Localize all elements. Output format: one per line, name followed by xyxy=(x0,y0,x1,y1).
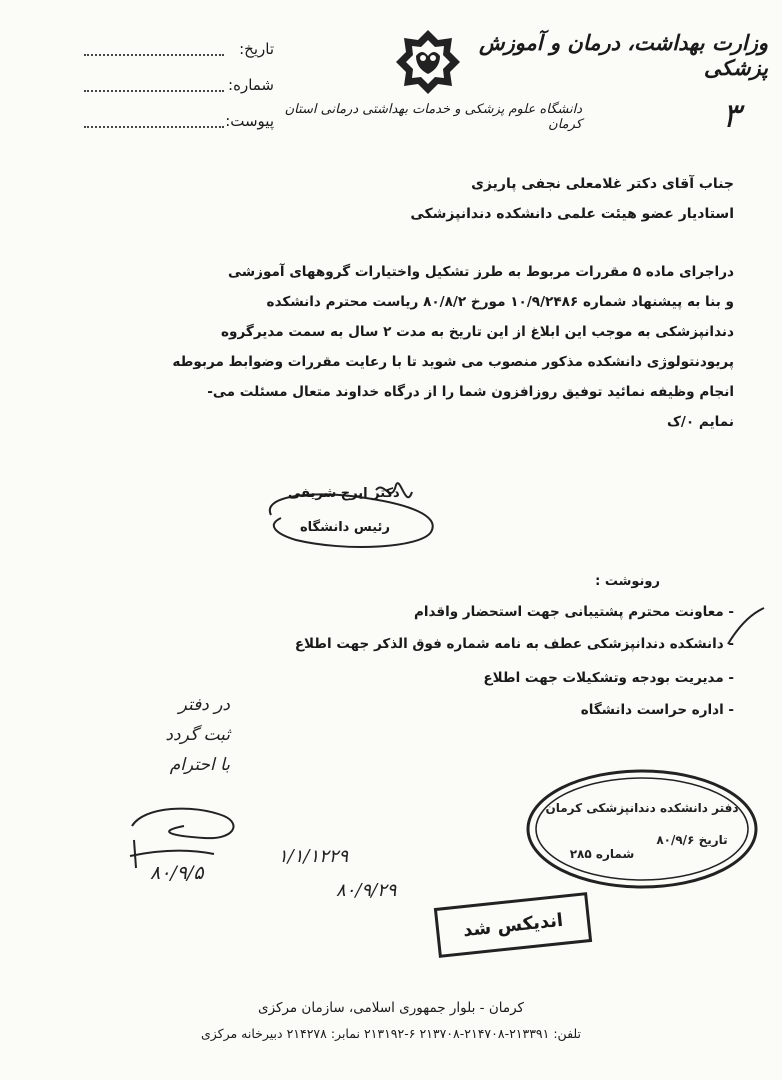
date-field xyxy=(84,40,274,62)
handwritten-note-line-1: در دفتر xyxy=(178,695,230,715)
body-line-2: و بنا به پیشنهاد شماره ۱۰/۹/۲۴۸۶ مورخ ۸۰/۸/۲ ریاست محترم دانشکده xyxy=(266,294,734,310)
body-line-3: دندانپزشکی به موجب این ابلاغ از این تاریخ به مدت ۲ سال به سمت مدیرگروه xyxy=(221,324,734,340)
ministry-title: وزارت بهداشت، درمان و آموزش پزشکی xyxy=(478,30,768,80)
handwritten-date-left: ۸۰/۹/۵ xyxy=(150,862,204,884)
number-label: شماره: xyxy=(228,76,274,94)
number-field xyxy=(84,76,274,98)
copy-item-2: - دانشکده دندانپزشکی عطف به نامه شماره فوق الذکر جهت اطلاع xyxy=(294,636,734,652)
copies-title: رونوشت : xyxy=(595,574,660,589)
indexed-stamp xyxy=(434,892,592,958)
date-dotted-line xyxy=(84,54,224,56)
number-dotted-line xyxy=(84,90,224,92)
copy-item-4: - اداره حراست دانشگاه xyxy=(580,702,734,718)
handwritten-note xyxy=(120,690,230,780)
stamp-number-text: شماره ۲۸۵ xyxy=(569,847,635,861)
attachment-dotted-line xyxy=(84,126,224,128)
copy-item-3: - مدیریت بودجه وتشکیلات جهت اطلاع xyxy=(483,670,734,686)
president-signature xyxy=(256,470,456,560)
attachment-field xyxy=(84,112,274,134)
handwritten-note-line-3: با احترام xyxy=(169,755,230,775)
university-title: دانشگاه علوم پزشکی و خدمات بهداشتی درمانی استان کرمان xyxy=(284,102,582,132)
round-stamp xyxy=(522,764,762,894)
attachment-label: پیوست: xyxy=(225,112,274,130)
footer-address: کرمان - بلوار جمهوری اسلامی، سازمان مرکزی xyxy=(258,1000,524,1016)
indexed-stamp-text: اندیکس شد xyxy=(461,909,565,941)
stamp-date-text: تاریخ ۸۰/۹/۶ xyxy=(656,833,728,847)
addressee-title: استادیار عضو هیئت علمی دانشکده دندانپزشکی xyxy=(410,206,734,222)
date-label: تاریخ: xyxy=(239,40,274,58)
addressee: جناب آقای دکتر غلامعلی نجفی پاریزی xyxy=(471,176,734,192)
handwritten-date-mid: ۱/۱/۱۲۲۹ xyxy=(278,846,349,867)
stamp-office-text: دفتر دانشکده دندانپزشکی کرمان xyxy=(545,801,739,815)
copy-item-1: - معاونت محترم پشتیبانی جهت استحضار واقدام xyxy=(413,604,734,620)
handwritten-note-line-2: ثبت گردد xyxy=(165,725,230,745)
signatory-name: دکتر ایرج شریفی xyxy=(288,486,400,501)
checkmark-icon xyxy=(720,604,770,652)
body-line-4: پریودنتولوژی دانشکده مذکور منصوب می شوید تا با رعایت مقررات وضوابط مربوطه xyxy=(172,354,734,370)
body-line-1: دراجرای ماده ۵ مقررات مربوط به طرز تشکیل واختیارات گروههای آموزشی xyxy=(228,264,734,280)
handwritten-date-mid2: ۸۰/۹/۲۹ xyxy=(336,880,397,901)
emblem-logo xyxy=(394,28,462,96)
body-line-5: انجام وظیفه نمائید توفیق روزافزون شما را از درگاه خداوند متعال مسئلت می- xyxy=(207,384,734,400)
page-number: ۳ xyxy=(722,96,741,136)
signatory-title: رئیس دانشگاه xyxy=(300,520,390,535)
body-line-6: نمایم ۰/ک xyxy=(666,414,734,430)
footer-phones: تلفن: ۲۱۳۳۹۱-۲۱۴۷۰۸-۲۱۳۷۰۸ ۶-۲۱۳۱۹۲ نمابر: ۲۱۴۲۷۸ دبیرخانه مرکزی xyxy=(200,1026,582,1041)
